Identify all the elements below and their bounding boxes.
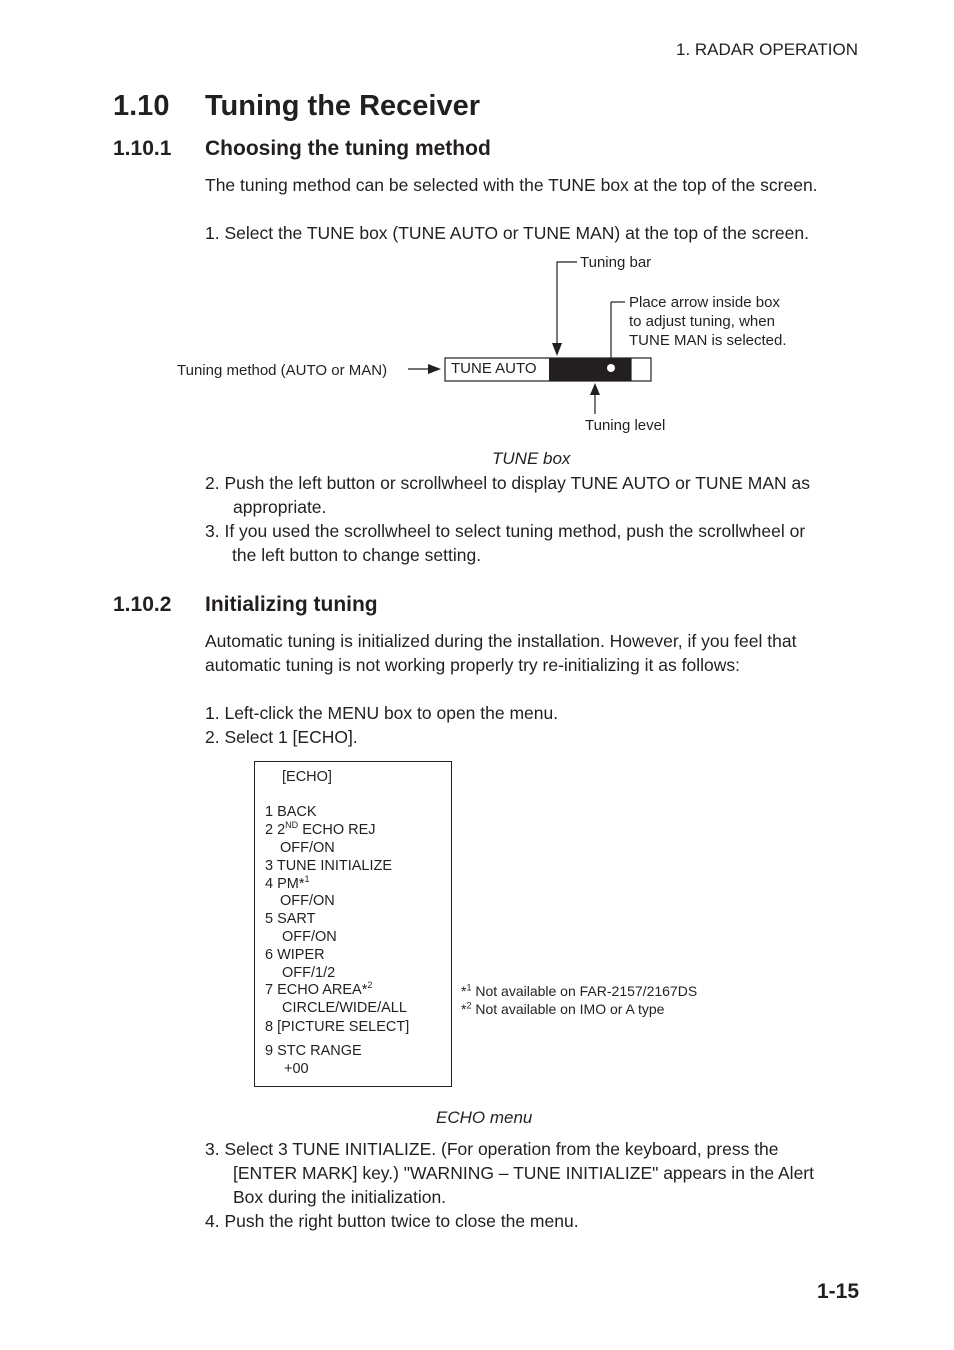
tuning-level-label: Tuning level: [585, 417, 666, 434]
tune-box-label: TUNE AUTO: [451, 360, 537, 377]
figure-caption: ECHO menu: [436, 1108, 533, 1127]
menu-option: +00: [284, 1061, 309, 1077]
page-number: 1-15: [817, 1280, 860, 1303]
place-arrow-label-3: TUNE MAN is selected.: [629, 332, 787, 349]
figure-caption: TUNE box: [492, 449, 571, 468]
arrow-down-icon: [552, 343, 562, 356]
paragraph-line-2: automatic tuning is not working properly try re-initializing it as follows:: [205, 655, 740, 675]
menu-option: OFF/1/2: [282, 965, 336, 981]
menu-item-2nd-echo-rej: 2 2ND ECHO REJ: [265, 820, 376, 838]
menu-option: OFF/ON: [280, 893, 335, 909]
menu-item-tune-initialize: 3 TUNE INITIALIZE: [265, 858, 393, 874]
tuning-method-label: Tuning method (AUTO or MAN): [177, 362, 388, 379]
menu-item-picture-select: 8 [PICTURE SELECT]: [265, 1019, 410, 1035]
menu-item-stc-range: 9 STC RANGE: [265, 1043, 362, 1059]
step-3-line-3: Box during the initialization.: [233, 1187, 447, 1207]
paragraph: The tuning method can be selected with the TUNE box at the top of the screen.: [205, 175, 818, 195]
step-3-line-2: [ENTER MARK] key.) "WARNING – TUNE INITIALIZE" appears in the Alert: [233, 1163, 814, 1183]
section-title: Tuning the Receiver: [205, 90, 481, 122]
place-arrow-label-2: to adjust tuning, when: [629, 313, 775, 330]
menu-option: CIRCLE/WIDE/ALL: [282, 1000, 407, 1016]
subsection-title: Initializing tuning: [205, 593, 378, 616]
subsection-number: 1.10.2: [113, 593, 172, 616]
tuning-bar-label: Tuning bar: [580, 254, 652, 271]
footnote-1: *$^1$ Not available on FAR-2157/2167DS: [461, 982, 698, 999]
step-4: 4. Push the right button twice to close the menu.: [205, 1211, 579, 1231]
running-header: 1. RADAR OPERATION: [676, 40, 858, 59]
menu-item-pm: 4 PM*$^1$: [265, 874, 310, 892]
menu-item-wiper: 6 WIPER: [265, 947, 325, 963]
step-3-line-2: the left button to change setting.: [232, 545, 482, 565]
step-2: 2. Select 1 [ECHO].: [205, 727, 358, 747]
arrow-right-icon: [428, 364, 441, 374]
step-3-line-1: 3. If you used the scrollwheel to select tuning method, push the scrollwheel or: [205, 521, 806, 541]
step-3-line-1: 3. Select 3 TUNE INITIALIZE. (For operation from the keyboard, press the: [205, 1139, 779, 1159]
section-number: 1.10: [113, 90, 170, 122]
level-marker-dot: [607, 364, 615, 372]
menu-title: [ECHO]: [282, 769, 332, 785]
menu-option: OFF/ON: [282, 929, 337, 945]
subsection-title: Choosing the tuning method: [205, 137, 491, 160]
footnote-2: *$^2$ Not available on IMO or A type: [461, 1000, 665, 1017]
menu-item-back: 1 BACK: [265, 804, 317, 820]
step-2-line-1: 2. Push the left button or scrollwheel to display TUNE AUTO or TUNE MAN as: [205, 473, 810, 493]
paragraph-line-1: Automatic tuning is initialized during the installation. However, if you feel that: [205, 631, 797, 651]
step-1: 1. Select the TUNE box (TUNE AUTO or TUNE MAN) at the top of the screen.: [205, 223, 809, 243]
place-arrow-label-1: Place arrow inside box: [629, 294, 780, 311]
tuning-bar: [549, 358, 631, 381]
tuning-bar-leader: [557, 262, 577, 350]
step-2-line-2: appropriate.: [233, 497, 327, 517]
step-1: 1. Left-click the MENU box to open the menu.: [205, 703, 559, 723]
arrow-up-icon: [590, 383, 600, 395]
menu-option: OFF/ON: [280, 840, 335, 856]
subsection-number: 1.10.1: [113, 137, 172, 160]
menu-item-sart: 5 SART: [265, 911, 316, 927]
menu-item-echo-area: 7 ECHO AREA*$^2$: [265, 980, 373, 998]
